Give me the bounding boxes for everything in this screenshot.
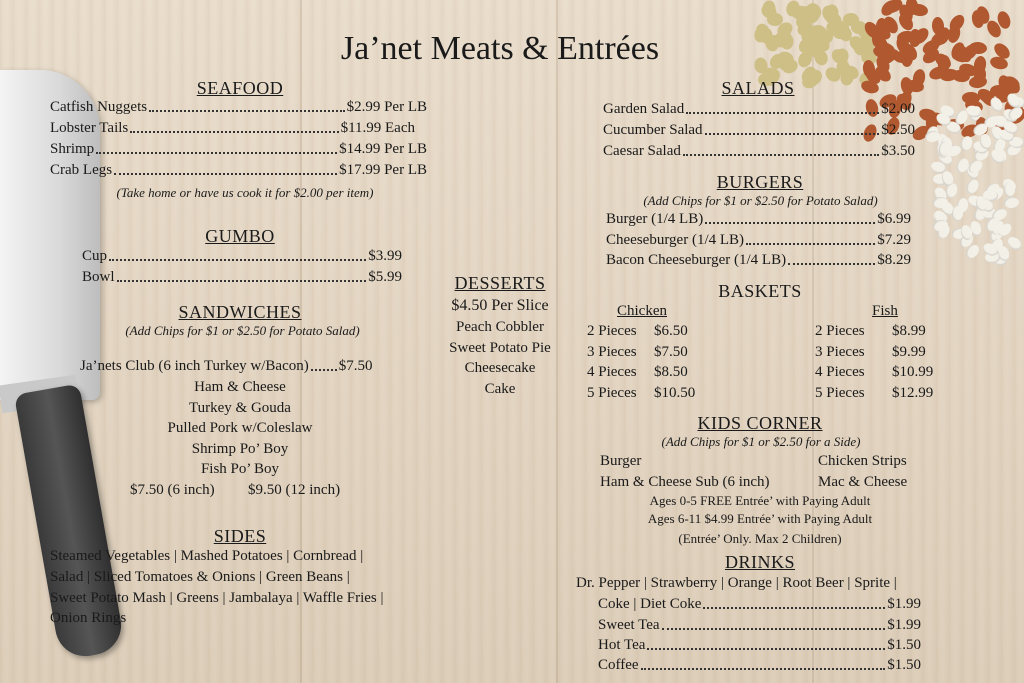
sandwiches-note: (Add Chips for $1 or $2.50 for Potato Salad) xyxy=(125,323,360,338)
salad-row: Cucumber Salad $2.50 xyxy=(603,122,915,138)
dessert-item: Sweet Potato Pie xyxy=(449,340,551,356)
kids-item: Burger xyxy=(600,453,642,469)
drinks-flavors: Dr. Pepper | Strawberry | Orange | Root Beer | Sprite | xyxy=(576,575,897,591)
kids-age-note: Ages 6-11 $4.99 Entrée’ with Paying Adult xyxy=(647,511,873,526)
drink-row: Sweet Tea $1.99 xyxy=(598,617,921,633)
chicken-pieces: 4 Pieces xyxy=(587,364,637,380)
kids-item: Chicken Strips xyxy=(818,453,907,469)
bean xyxy=(1003,181,1015,196)
drinks-heading: DRINKS xyxy=(724,552,795,572)
kids-age-note: Ages 0-5 FREE Entrée’ with Paying Adult xyxy=(649,493,871,508)
sandwich-price-6: $7.50 (6 inch) xyxy=(130,482,215,498)
kids-item: Mac & Cheese xyxy=(818,474,908,490)
fish-pieces: 4 Pieces xyxy=(815,364,865,380)
kids-item: Ham & Cheese Sub (6 inch) xyxy=(600,474,770,490)
seafood-heading: SEAFOOD xyxy=(196,78,284,98)
salad-row: Garden Salad $2.00 xyxy=(603,101,915,117)
burgers-heading: BURGERS xyxy=(716,172,804,192)
seafood-note: (Take home or have us cook it for $2.00 per item) xyxy=(116,185,374,200)
fish-pieces: 3 Pieces xyxy=(815,344,865,360)
menu-title: Ja’net Meats & Entrées xyxy=(340,30,660,67)
sandwich-item: Pulled Pork w/Coleslaw xyxy=(167,420,313,436)
sides-line: Steamed Vegetables | Mashed Potatoes | Cornbread | xyxy=(50,548,364,564)
chicken-pieces: 2 Pieces xyxy=(587,323,637,339)
sandwich-price-12: $9.50 (12 inch) xyxy=(248,482,341,498)
chicken-label: Chicken xyxy=(617,303,667,319)
dessert-item: Cake xyxy=(484,381,516,397)
chicken-price: $10.50 xyxy=(654,385,696,401)
chicken-pieces: 5 Pieces xyxy=(587,385,637,401)
bean xyxy=(964,177,981,196)
fish-price: $9.99 xyxy=(892,344,926,360)
salad-row: Caesar Salad $3.50 xyxy=(603,143,915,159)
baskets-heading: BASKETS xyxy=(718,281,802,301)
drink-row: Coffee $1.50 xyxy=(598,657,921,673)
fish-label: Fish xyxy=(872,303,898,319)
desserts-price: $4.50 Per Slice xyxy=(451,297,549,314)
fish-pieces: 2 Pieces xyxy=(815,323,865,339)
kids-limit-note: (Entrée’ Only. Max 2 Children) xyxy=(678,531,842,546)
chicken-price: $8.50 xyxy=(654,364,688,380)
gumbo-row: Cup $3.99 xyxy=(82,248,402,264)
fish-price: $10.99 xyxy=(892,364,934,380)
sides-line: Onion Rings xyxy=(50,610,127,626)
fish-price: $8.99 xyxy=(892,323,926,339)
fish-pieces: 5 Pieces xyxy=(815,385,865,401)
chicken-price: $6.50 xyxy=(654,323,688,339)
gumbo-row: Bowl $5.99 xyxy=(82,269,402,285)
sandwich-item: Ham & Cheese xyxy=(194,379,286,395)
sandwich-item: Shrimp Po’ Boy xyxy=(191,441,289,457)
kids-note: (Add Chips for $1 or $2.50 for a Side) xyxy=(661,434,861,449)
kids-heading: KIDS CORNER xyxy=(697,413,823,433)
dessert-item: Cheesecake xyxy=(464,360,536,376)
sandwich-item: Fish Po’ Boy xyxy=(200,461,280,477)
seafood-row: Lobster Tails $11.99 Each xyxy=(50,120,415,136)
chicken-pieces: 3 Pieces xyxy=(587,344,637,360)
sides-heading: SIDES xyxy=(213,526,267,546)
burger-row: Burger (1/4 LB) $6.99 xyxy=(606,211,911,227)
seafood-row: Shrimp $14.99 Per LB xyxy=(50,141,427,157)
club-sandwich-row: Ja’nets Club (6 inch Turkey w/Bacon) $7.50 xyxy=(80,358,373,374)
desserts-heading: DESSERTS xyxy=(454,273,546,293)
burger-row: Cheeseburger (1/4 LB) $7.29 xyxy=(606,232,911,248)
bean xyxy=(1004,196,1020,209)
drink-row: Coke | Diet Coke $1.99 xyxy=(598,596,921,612)
burger-row: Bacon Cheeseburger (1/4 LB) $8.29 xyxy=(606,252,911,268)
seafood-row: Crab Legs $17.99 Per LB xyxy=(50,162,427,178)
chicken-price: $7.50 xyxy=(654,344,688,360)
dessert-item: Peach Cobbler xyxy=(456,319,544,335)
gumbo-heading: GUMBO xyxy=(205,226,275,246)
sandwiches-heading: SANDWICHES xyxy=(178,302,302,322)
bean xyxy=(959,135,974,152)
fish-price: $12.99 xyxy=(892,385,934,401)
sides-line: Salad | Sliced Tomatoes & Onions | Green Beans | xyxy=(50,569,350,585)
burgers-note: (Add Chips for $1 or $2.50 for Potato Salad) xyxy=(643,193,878,208)
drink-row: Hot Tea $1.50 xyxy=(598,637,921,653)
bean xyxy=(951,205,964,221)
salads-heading: SALADS xyxy=(721,78,795,98)
sandwich-item: Turkey & Gouda xyxy=(189,400,291,416)
seafood-row: Catfish Nuggets $2.99 Per LB xyxy=(50,99,427,115)
sides-line: Sweet Potato Mash | Greens | Jambalaya | Waffle Fries | xyxy=(50,590,384,606)
